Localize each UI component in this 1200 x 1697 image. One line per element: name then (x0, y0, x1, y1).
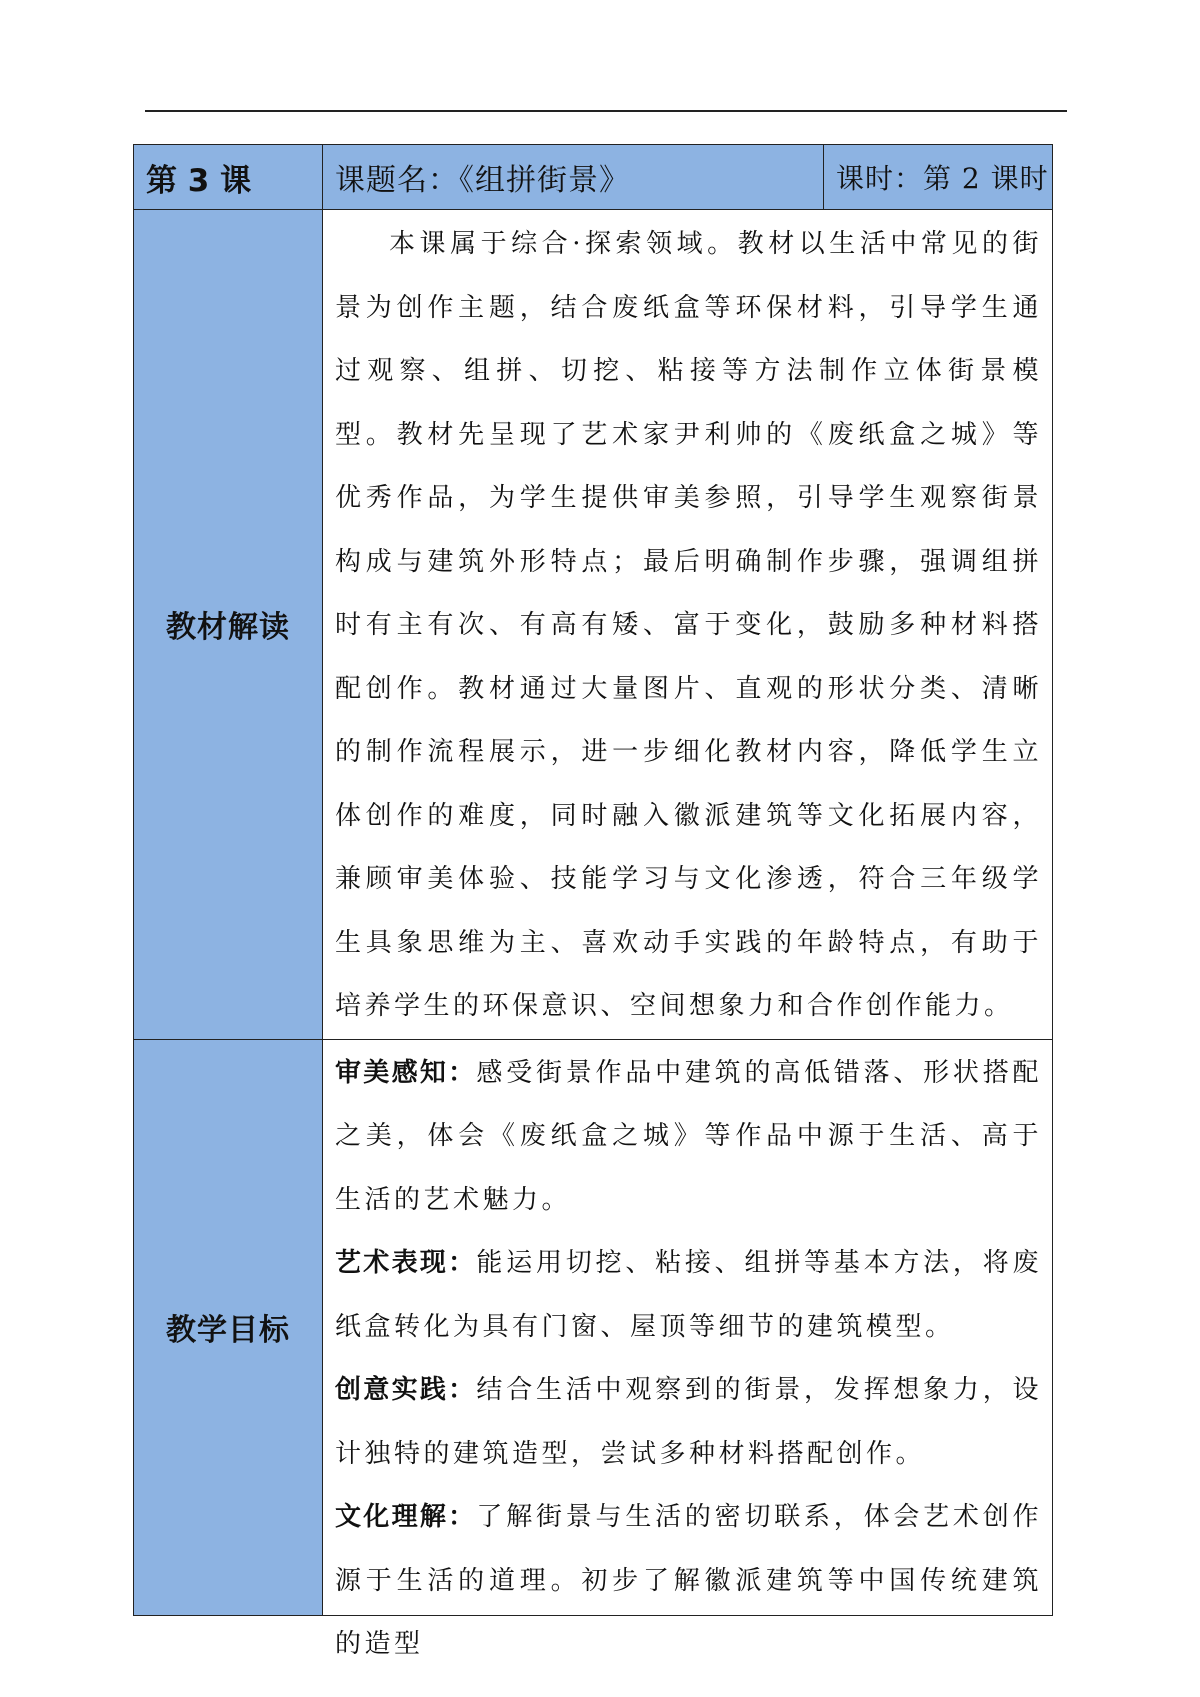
teaching-goals-cell (323, 1039, 1053, 1659)
goal-culture-text: 了解街景与生活的密切联系，体会艺术创作源于生活的道理。初步了解徽派建筑等中国传统建筑的造型 (335, 1502, 1042, 1659)
goal-aesthetic-key: 审美感知： (335, 1057, 477, 1088)
header-rule (145, 110, 1067, 112)
lesson-title: 课题名：《组拼街景》 (323, 145, 824, 210)
table-header-row (134, 145, 1053, 210)
lesson-hours: 课时：第 2 课时 (824, 145, 1053, 210)
goal-creative-text: 结合生活中观察到的街景，发挥想象力，设计独特的建筑造型，尝试多种材料搭配创作。 (335, 1375, 1042, 1469)
goal-culture (335, 1486, 1042, 1659)
textbook-analysis-row (134, 210, 1053, 1040)
lesson-number: 第 3 课 (134, 145, 323, 210)
goal-creative-key: 创意实践： (335, 1375, 477, 1405)
lesson-table (133, 144, 1053, 1659)
teaching-goals-label: 教学目标 (134, 1039, 323, 1615)
textbook-analysis-text: 本课属于综合·探索领域。教材以生活中常见的街景为创作主题，结合废纸盒等环保材料，引导学生通过观察、组拼、切挖、粘接等方法制作立体街景模型。教材先呈现了艺术家尹利帅的《废纸盒之城》等优秀作品，为学生提供审美参照，引导学生观察街景构成与建筑外形特点；最后明确制作步骤，强调组拼时有主有次、有高有矮、富于变化，鼓励多种材料搭配创作。教材通过大量图片、直观的形状分类、清晰的制作流程展示，进一步细化教材内容，降低学生立体创作的难度，同时融入徽派建筑等文化拓展内容，兼顾审美体验、技能学习与文化渗透，符合三年级学生具象思维为主、喜欢动手实践的年龄特点，有助于培养学生的环保意识、空间想象力和合作创作能力。 (335, 229, 1042, 1021)
goal-expression-key: 艺术表现： (335, 1248, 477, 1278)
goal-expression-text: 能运用切挖、粘接、组拼等基本方法，将废纸盒转化为具有门窗、屋顶等细节的建筑模型。 (335, 1248, 1042, 1342)
goal-culture-key: 文化理解： (335, 1502, 477, 1532)
goal-creative (335, 1359, 1042, 1486)
teaching-goals-row (134, 1039, 1053, 1615)
goal-expression (335, 1232, 1042, 1359)
goal-aesthetic (335, 1042, 1042, 1233)
textbook-analysis-cell (323, 210, 1053, 1040)
goal-aesthetic-text: 感受街景作品中建筑的高低错落、形状搭配之美，体会《废纸盒之城》等作品中源于生活、高于生活的艺术魅力。 (335, 1057, 1042, 1215)
textbook-analysis-label: 教材解读 (134, 210, 323, 1040)
